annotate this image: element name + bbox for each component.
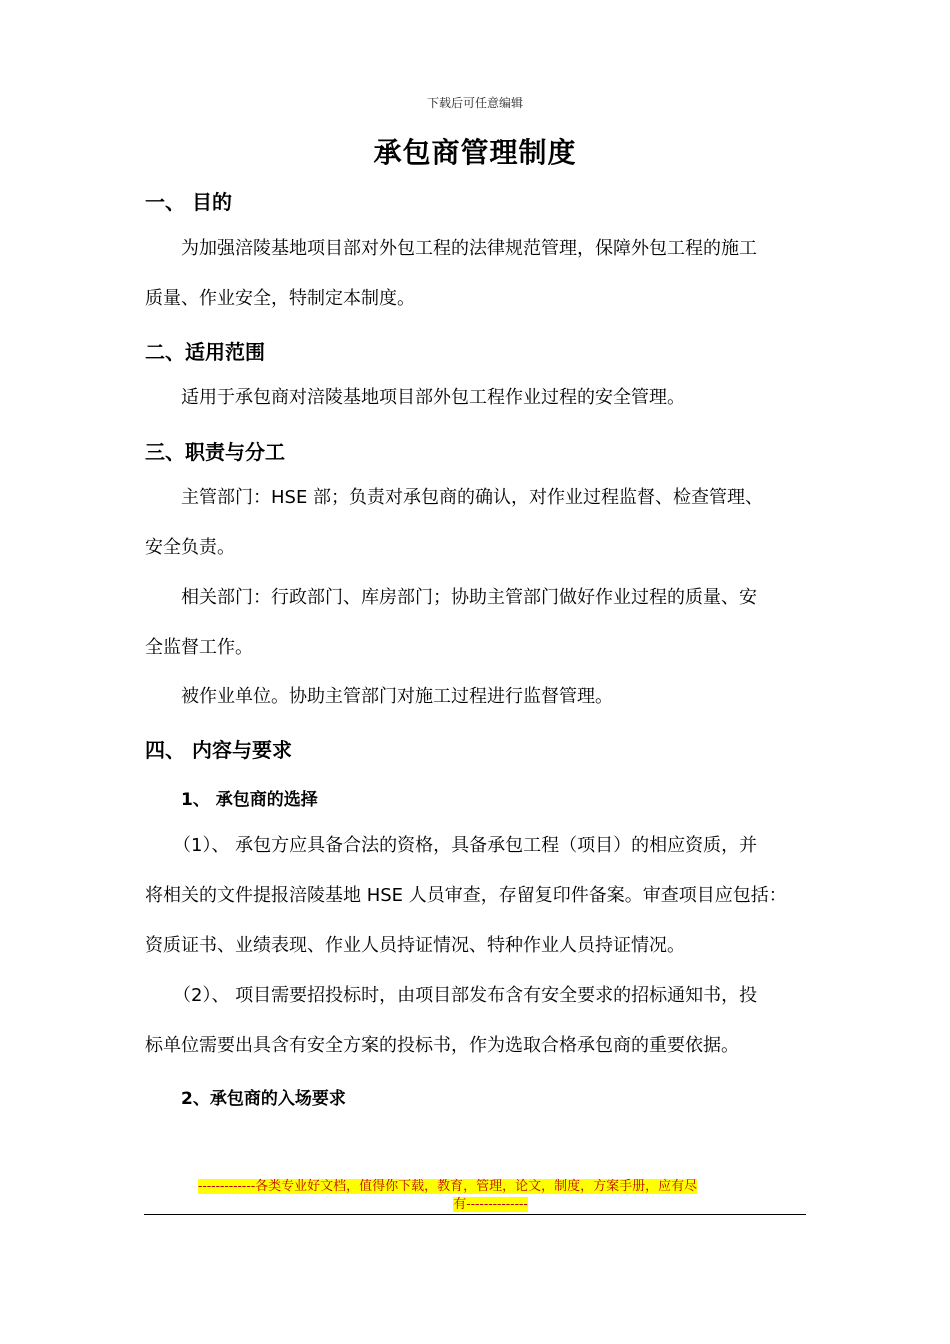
section-heading-content: 四、 内容与要求 (145, 738, 292, 762)
paragraph-line: 被作业单位。协助主管部门对施工过程进行监督管理。 (181, 686, 613, 707)
section-heading-scope: 二、适用范围 (145, 340, 265, 364)
subsection-heading-selection: 1、 承包商的选择 (181, 790, 318, 810)
paragraph-line: 安全负责。 (145, 537, 235, 558)
document-title: 承包商管理制度 (373, 136, 577, 169)
subsection-heading-entry: 2、承包商的入场要求 (181, 1089, 346, 1109)
paragraph-line: 标单位需要出具含有安全方案的投标书，作为选取合格承包商的重要依据。 (145, 1035, 739, 1056)
section-heading-responsibilities: 三、职责与分工 (145, 440, 285, 464)
header-note: 下载后可任意编辑 (426, 96, 523, 110)
footer-promo-line1: -------------各类专业好文档，值得你下载，教育，管理，论文，制度，方案手册，应有尽 (198, 1179, 698, 1194)
paragraph-line: 适用于承包商对涪陵基地项目部外包工程作业过程的安全管理。 (181, 387, 685, 408)
paragraph-line: （1）、 承包方应具备合法的资格，具备承包工程（项目）的相应资质，并 (173, 835, 758, 856)
paragraph-line: 为加强涪陵基地项目部对外包工程的法律规范管理，保障外包工程的施工 (181, 238, 757, 259)
section-heading-purpose: 一、 目的 (145, 190, 232, 214)
paragraph-line: 资质证书、业绩表现、作业人员持证情况、特种作业人员持证情况。 (145, 935, 685, 956)
footer-promo (198, 1178, 783, 1214)
paragraph-line: 相关部门：行政部门、库房部门；协助主管部门做好作业过程的质量、安 (181, 587, 757, 608)
paragraph-line: （2）、 项目需要招投标时，由项目部发布含有安全要求的招标通知书，投 (173, 985, 758, 1006)
paragraph-line: 将相关的文件提报涪陵基地 HSE 人员审查，存留复印件备案。审查项目应包括： (145, 885, 787, 906)
paragraph-line: 质量、作业安全，特制定本制度。 (145, 288, 415, 309)
footer-promo-line2: 有-------------- (453, 1197, 528, 1212)
footer-rule (144, 1214, 806, 1215)
paragraph-line: 主管部门：HSE 部；负责对承包商的确认，对作业过程监督、检查管理、 (181, 487, 764, 508)
paragraph-line: 全监督工作。 (145, 637, 253, 658)
